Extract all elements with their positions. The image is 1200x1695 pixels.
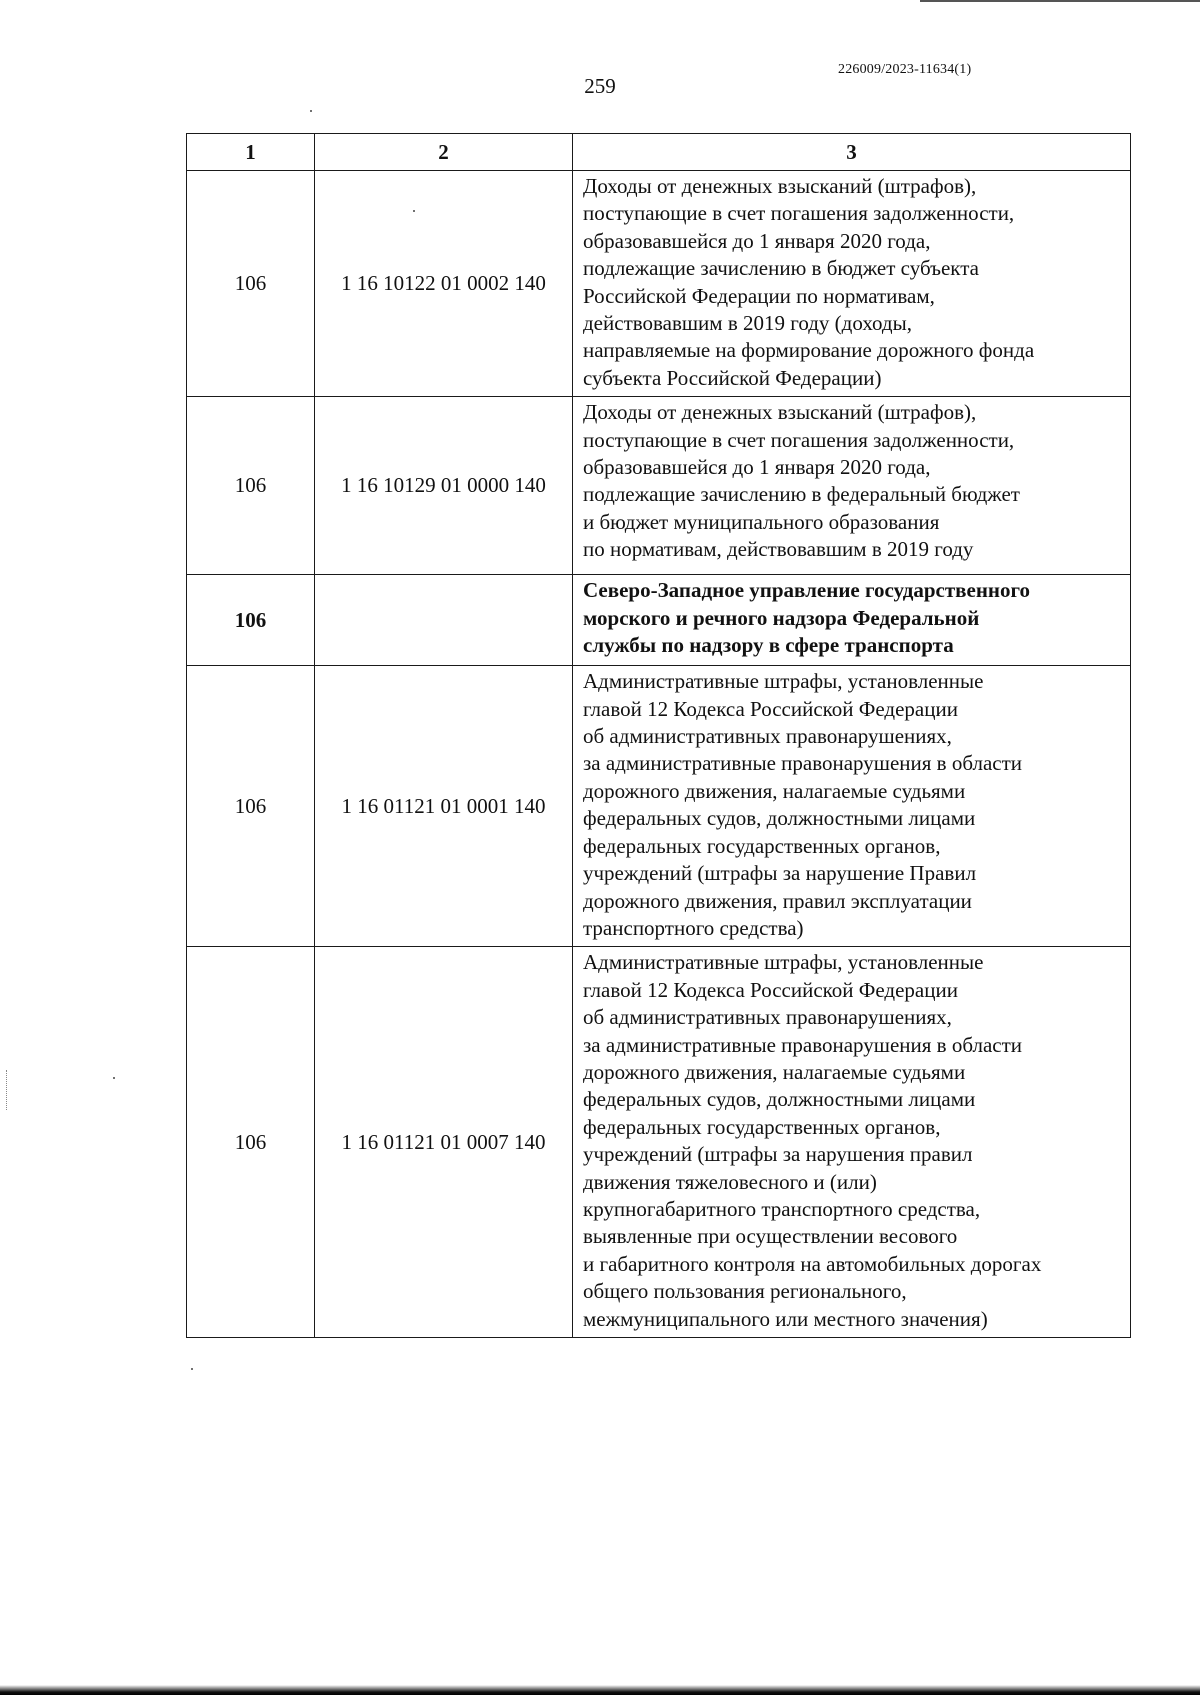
cell-description bbox=[573, 666, 1131, 947]
description-line: федеральных государственных органов, bbox=[583, 833, 941, 858]
description-line: федеральных судов, должностными лицами bbox=[583, 806, 976, 831]
scan-speck bbox=[413, 210, 415, 212]
scan-speck bbox=[191, 1368, 193, 1370]
scan-bottom-edge bbox=[0, 1685, 1200, 1695]
description-line: действовавшим в 2019 году (доходы, bbox=[583, 311, 912, 336]
cell-description bbox=[573, 397, 1131, 575]
scan-margin-marks bbox=[6, 1070, 11, 1110]
description-line: главой 12 Кодекса Российской Федерации bbox=[583, 977, 958, 1002]
description-line: подлежащие зачислению в бюджет субъекта bbox=[583, 256, 979, 281]
description-line: образовавшейся до 1 января 2020 года, bbox=[583, 228, 931, 253]
cell-description bbox=[573, 575, 1131, 666]
description-line: направляемые на формирование дорожного фонда bbox=[583, 338, 1035, 363]
description-line: за административные правонарушения в области bbox=[583, 751, 1023, 776]
table-row bbox=[187, 397, 1131, 575]
column-header-2: 2 bbox=[315, 134, 573, 171]
description-line: Административные штрафы, установленные bbox=[583, 669, 984, 694]
cell-chapter-code: 106 bbox=[187, 947, 315, 1338]
description-line: главой 12 Кодекса Российской Федерации bbox=[583, 696, 958, 721]
cell-revenue-code: 1 16 01121 01 0001 140 bbox=[315, 666, 573, 947]
description-line: по нормативам, действовавшим в 2019 году bbox=[583, 537, 974, 562]
cell-revenue-code: 1 16 10129 01 0000 140 bbox=[315, 397, 573, 575]
description-line: движения тяжеловесного и (или) bbox=[583, 1169, 877, 1194]
description-line: об административных правонарушениях, bbox=[583, 1005, 952, 1030]
table-row bbox=[187, 666, 1131, 947]
description-line: транспортного средства) bbox=[583, 915, 804, 940]
description-line: дорожного движения, налагаемые судьями bbox=[583, 1059, 966, 1084]
description-line: об административных правонарушениях, bbox=[583, 724, 952, 749]
description-line: выявленные при осуществлении весового bbox=[583, 1224, 958, 1249]
description-line: и габаритного контроля на автомобильных дорогах bbox=[583, 1251, 1042, 1276]
description-line: поступающие в счет погашения задолженности, bbox=[583, 427, 1015, 452]
cell-chapter-code: 106 bbox=[187, 575, 315, 666]
cell-chapter-code: 106 bbox=[187, 397, 315, 575]
cell-chapter-code: 106 bbox=[187, 171, 315, 397]
description-line: Северо-Западное управление государственного bbox=[583, 578, 1031, 603]
cell-revenue-code: 1 16 01121 01 0007 140 bbox=[315, 947, 573, 1338]
table-row bbox=[187, 947, 1131, 1338]
scan-speck bbox=[113, 1077, 115, 1079]
description-line: дорожного движения, правил эксплуатации bbox=[583, 888, 972, 913]
cell-chapter-code: 106 bbox=[187, 666, 315, 947]
description-line: крупногабаритного транспортного средства, bbox=[583, 1196, 981, 1221]
table-body bbox=[187, 171, 1131, 1338]
description-line: службы по надзору в сфере транспорта bbox=[583, 633, 954, 658]
scan-speck bbox=[310, 110, 312, 112]
description-line: учреждений (штрафы за нарушение Правил bbox=[583, 861, 977, 886]
description-line: за административные правонарушения в области bbox=[583, 1032, 1023, 1057]
document-id: 226009/2023-11634(1) bbox=[838, 62, 972, 77]
description-line: дорожного движения, налагаемые судьями bbox=[583, 778, 966, 803]
column-header-1: 1 bbox=[187, 134, 315, 171]
description-line: субъекта Российской Федерации) bbox=[583, 365, 882, 390]
description-line: поступающие в счет погашения задолженности, bbox=[583, 201, 1015, 226]
cell-revenue-code: 1 16 10122 01 0002 140 bbox=[315, 171, 573, 397]
description-line: общего пользования регионального, bbox=[583, 1279, 907, 1304]
scan-edge-line bbox=[920, 0, 1200, 2]
revenue-codes-table bbox=[186, 133, 1131, 1338]
page-number: 259 bbox=[584, 74, 616, 98]
description-line: и бюджет муниципального образования bbox=[583, 509, 940, 534]
cell-description bbox=[573, 947, 1131, 1338]
description-line: подлежащие зачислению в федеральный бюджет bbox=[583, 482, 1020, 507]
description-line: федеральных государственных органов, bbox=[583, 1114, 941, 1139]
description-line: Доходы от денежных взысканий (штрафов), bbox=[583, 400, 977, 425]
table-header-row bbox=[187, 134, 1131, 171]
description-line: Административные штрафы, установленные bbox=[583, 950, 984, 975]
cell-description bbox=[573, 171, 1131, 397]
description-line: федеральных судов, должностными лицами bbox=[583, 1087, 976, 1112]
description-line: межмуниципального или местного значения) bbox=[583, 1306, 988, 1331]
description-line: образовавшейся до 1 января 2020 года, bbox=[583, 455, 931, 480]
table-row bbox=[187, 171, 1131, 397]
table-row bbox=[187, 575, 1131, 666]
description-line: учреждений (штрафы за нарушения правил bbox=[583, 1142, 973, 1167]
description-line: Российской Федерации по нормативам, bbox=[583, 283, 935, 308]
page-number-wrap bbox=[0, 74, 1200, 99]
column-header-3: 3 bbox=[573, 134, 1131, 171]
description-line: Доходы от денежных взысканий (штрафов), bbox=[583, 174, 977, 198]
cell-revenue-code bbox=[315, 575, 573, 666]
description-line: морского и речного надзора Федеральной bbox=[583, 605, 980, 630]
